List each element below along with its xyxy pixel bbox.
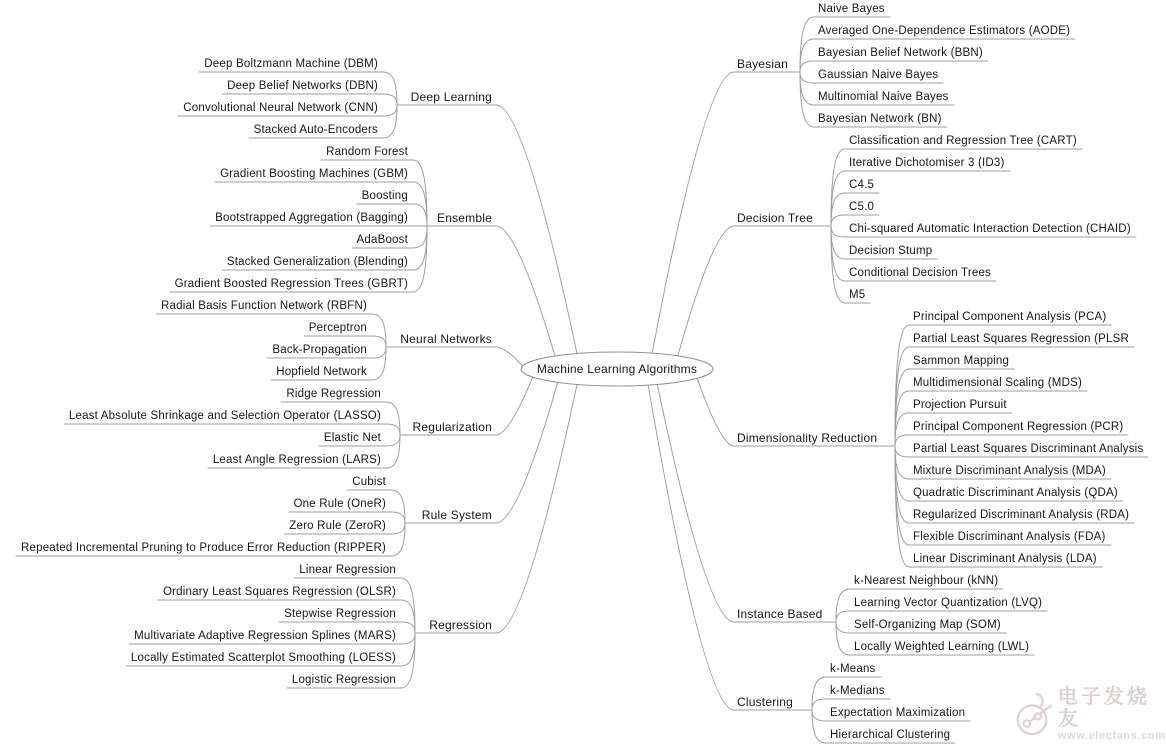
leaf-principal-component-analysis-pca: Principal Component Analysis (PCA) — [913, 311, 1107, 323]
leaf-expectation-maximization: Expectation Maximization — [830, 707, 966, 719]
leaf-multivariate-adaptive-regression-splines-mars: Multivariate Adaptive Regression Splines (MARS) — [134, 630, 396, 642]
leaf-least-angle-regression-lars: Least Angle Regression (LARS) — [212, 454, 381, 466]
connector-line — [496, 382, 558, 523]
leaf-bayesian-network-bn: Bayesian Network (BN) — [818, 113, 942, 125]
leaf-convolutional-neural-network-cnn: Convolutional Neural Network (CNN) — [183, 102, 378, 114]
leaf-multinomial-naive-bayes: Multinomial Naive Bayes — [818, 91, 949, 103]
connector-line — [652, 72, 734, 353]
connector-line — [496, 105, 577, 354]
leaf-logistic-regression: Logistic Regression — [291, 674, 396, 686]
leaf-hopfield-network: Hopfield Network — [276, 366, 367, 378]
branch-regularization: Regularization — [412, 420, 492, 434]
branch-dimensionality-reduction: Dimensionality Reduction — [737, 431, 878, 445]
leaf-projection-pursuit: Projection Pursuit — [913, 399, 1007, 411]
leaf-partial-least-squares-discriminant-analysis: Partial Least Squares Discriminant Analysis — [913, 443, 1144, 455]
leaf-sammon-mapping: Sammon Mapping — [913, 355, 1010, 367]
branch-ensemble: Ensemble — [437, 211, 492, 225]
leaf-k-medians: k-Medians — [830, 685, 885, 697]
leaf-locally-weighted-learning-lwl: Locally Weighted Learning (LWL) — [854, 641, 1030, 653]
branch-regression: Regression — [429, 618, 492, 632]
leaf-repeated-incremental-pruning-to-produce-error-re: Repeated Incremental Pruning to Produce Error Reduction (RIPPER) — [21, 542, 386, 554]
watermark-brand: 电子发烧友 — [1057, 686, 1150, 730]
leaf-zero-rule-zeror: Zero Rule (ZeroR) — [289, 520, 386, 532]
leaf-adaboost: AdaBoost — [356, 234, 408, 246]
branch-decision-tree: Decision Tree — [737, 211, 813, 225]
leaf-linear-regression: Linear Regression — [299, 564, 396, 576]
leaf-random-forest: Random Forest — [326, 146, 408, 158]
leaf-cubist: Cubist — [352, 476, 386, 488]
branch-bayesian: Bayesian — [737, 57, 788, 71]
leaf-c4-5: C4.5 — [849, 179, 875, 191]
watermark-logo-icon — [1012, 687, 1056, 741]
leaf-bayesian-belief-network-bbn: Bayesian Belief Network (BBN) — [818, 47, 983, 59]
leaf-k-nearest-neighbour-knn: k-Nearest Neighbour (kNN) — [854, 575, 999, 587]
leaf-gradient-boosted-regression-trees-gbrt: Gradient Boosted Regression Trees (GBRT) — [174, 278, 408, 290]
leaf-quadratic-discriminant-analysis-qda: Quadratic Discriminant Analysis (QDA) — [913, 487, 1118, 499]
leaf-bootstrapped-aggregation-bagging: Bootstrapped Aggregation (Bagging) — [215, 212, 408, 224]
leaf-self-organizing-map-som: Self-Organizing Map (SOM) — [854, 619, 1001, 631]
connector-line — [657, 384, 734, 622]
connector-line — [678, 226, 734, 356]
leaf-one-rule-oner: One Rule (OneR) — [293, 498, 386, 510]
leaf-perceptron: Perceptron — [308, 322, 367, 334]
leaf-iterative-dichotomiser-3-id3: Iterative Dichotomiser 3 (ID3) — [849, 157, 1005, 169]
connector-line — [496, 384, 577, 633]
leaf-multidimensional-scaling-mds: Multidimensional Scaling (MDS) — [913, 377, 1082, 389]
branch-rule-system: Rule System — [421, 508, 492, 522]
leaf-learning-vector-quantization-lvq: Learning Vector Quantization (LVQ) — [854, 597, 1043, 609]
branch-instance-based: Instance Based — [737, 607, 823, 621]
leaf-gradient-boosting-machines-gbm: Gradient Boosting Machines (GBM) — [220, 168, 408, 180]
leaf-principal-component-regression-pcr: Principal Component Regression (PCR) — [913, 421, 1124, 433]
central-topic: Machine Learning Algorithms — [536, 362, 698, 376]
leaf-averaged-one-dependence-estimators-aode: Averaged One-Dependence Estimators (AODE) — [818, 25, 1071, 37]
leaf-mixture-discriminant-analysis-mda: Mixture Discriminant Analysis (MDA) — [913, 465, 1106, 477]
leaf-m5: M5 — [849, 289, 866, 301]
leaf-stacked-auto-encoders: Stacked Auto-Encoders — [253, 124, 378, 136]
connector-line — [697, 378, 734, 446]
connector-line — [496, 226, 555, 356]
watermark-text — [1058, 686, 1166, 742]
branch-clustering: Clustering — [737, 695, 794, 709]
leaf-deep-belief-networks-dbn: Deep Belief Networks (DBN) — [227, 80, 378, 92]
watermark-url: www.elecfans.com — [1057, 730, 1166, 742]
leaf-conditional-decision-trees: Conditional Decision Trees — [849, 267, 991, 279]
leaf-locally-estimated-scatterplot-smoothing-loess: Locally Estimated Scatterplot Smoothing (LOESS) — [130, 652, 396, 664]
leaf-partial-least-squares-regression-plsr: Partial Least Squares Regression (PLSR — [913, 333, 1129, 345]
leaf-deep-boltzmann-machine-dbm: Deep Boltzmann Machine (DBM) — [204, 58, 378, 70]
branch-neural-networks: Neural Networks — [400, 332, 492, 346]
leaf-regularized-discriminant-analysis-rda: Regularized Discriminant Analysis (RDA) — [913, 509, 1130, 521]
leaf-classification-and-regression-tree-cart: Classification and Regression Tree (CART) — [849, 135, 1077, 147]
leaf-k-means: k-Means — [830, 663, 876, 675]
leaf-linear-discriminant-analysis-lda: Linear Discriminant Analysis (LDA) — [913, 553, 1097, 565]
leaf-radial-basis-function-network-rbfn: Radial Basis Function Network (RBFN) — [161, 300, 367, 312]
connector-line — [496, 377, 533, 435]
leaf-ridge-regression: Ridge Regression — [286, 388, 381, 400]
leaf-flexible-discriminant-analysis-fda: Flexible Discriminant Analysis (FDA) — [913, 531, 1106, 543]
leaf-stepwise-regression: Stepwise Regression — [284, 608, 396, 620]
leaf-back-propagation: Back-Propagation — [272, 344, 367, 356]
leaf-elastic-net: Elastic Net — [323, 432, 381, 444]
leaf-hierarchical-clustering: Hierarchical Clustering — [830, 729, 951, 741]
connector-line — [496, 347, 523, 366]
leaf-ordinary-least-squares-regression-olsr: Ordinary Least Squares Regression (OLSR) — [163, 586, 396, 598]
leaf-chi-squared-automatic-interaction-detection-chai: Chi-squared Automatic Interaction Detection (CHAID) — [849, 223, 1131, 235]
leaf-least-absolute-shrinkage-and-selection-operator-: Least Absolute Shrinkage and Selection Operator (LASSO) — [68, 410, 381, 422]
branch-deep-learning: Deep Learning — [410, 90, 492, 104]
leaf-stacked-generalization-blending: Stacked Generalization (Blending) — [226, 256, 408, 268]
leaf-boosting: Boosting — [361, 190, 408, 202]
leaf-c5-0: C5.0 — [849, 201, 875, 213]
leaf-decision-stump: Decision Stump — [849, 245, 933, 257]
leaf-naive-bayes: Naive Bayes — [818, 3, 885, 15]
watermark — [1012, 686, 1166, 742]
leaf-gaussian-naive-bayes: Gaussian Naive Bayes — [818, 69, 939, 81]
